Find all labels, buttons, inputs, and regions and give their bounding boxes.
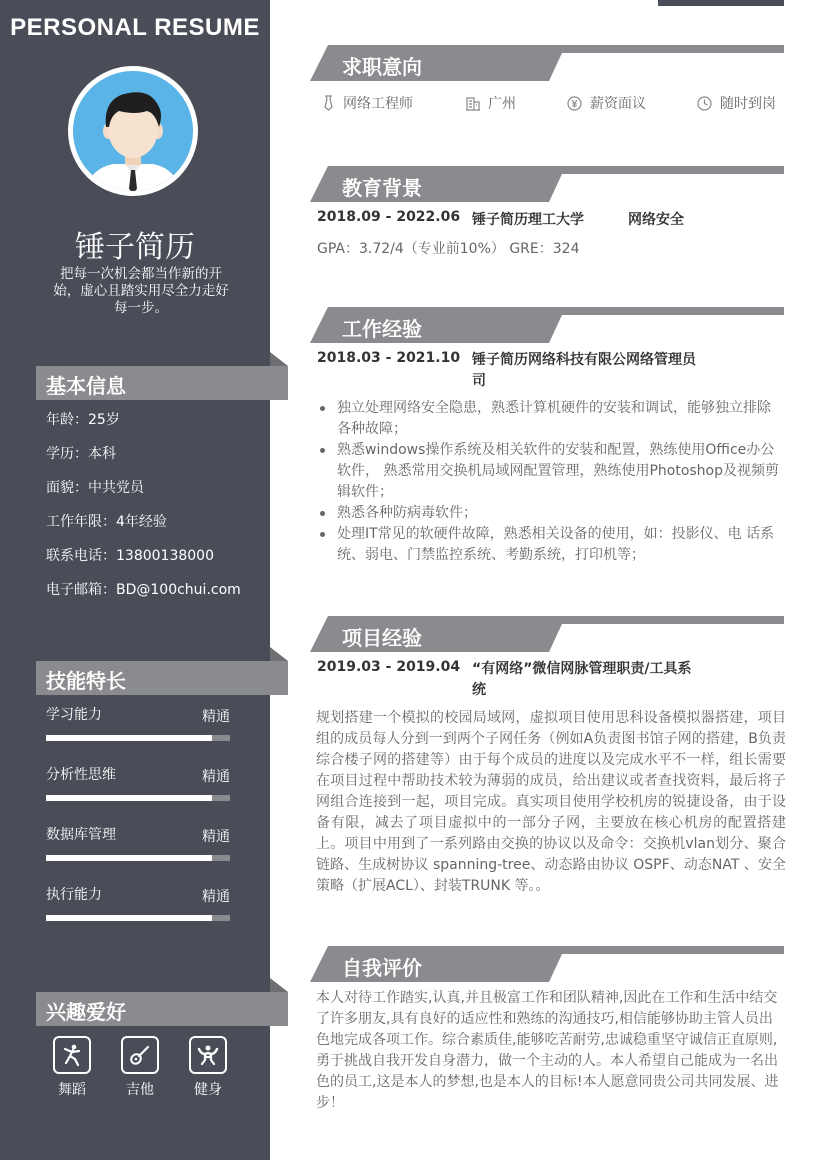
info-education: 学历：本科 <box>46 446 116 462</box>
skill-name: 分析性思维 <box>46 767 116 783</box>
work-heading <box>310 307 784 343</box>
education-major: 网络安全 <box>628 212 684 228</box>
basic-info-heading <box>36 366 288 400</box>
work-duty-item: 熟悉windows操作系统及相关软件的安装和配置，熟练使用Office办公软件， 熟悉常用交换机局域网配置管理，熟练使用Photoshop及视频剪辑软件； <box>318 440 784 503</box>
info-email: 电子邮箱：BD@100chui.com <box>46 582 241 598</box>
work-duty-item: 熟悉各种防病毒软件； <box>318 503 784 524</box>
info-political-status: 面貌：中共党员 <box>46 480 144 496</box>
guitar-icon <box>121 1036 159 1074</box>
skill-bar <box>46 915 230 921</box>
building-icon <box>466 96 480 111</box>
job-salary-text: 薪资面议 <box>590 96 646 112</box>
info-phone: 联系电话：13800138000 <box>46 548 214 564</box>
project-description: 规划搭建一个模拟的校园局域网，虚拟项目使用思科设备模拟器搭建，项目组的成员每人分到一到两个子网任务（例如A负责图书馆子网的搭建，B负责综合楼子网的搭建等）由于每个成员的进度以及完成水平不一样，组长需要在项目过程中帮助技术较为薄弱的成员，给出建议或者查找资料，最后将子网组合连接到一起，项目完成。真实项目使用学校机房的锐捷设备，由于设备有限，减去了项目虚拟中的一部分子网，主要放在核心机房的配置搭建上。项目中用到了一系列路由交换的协议以及命令：交换机vlan划分、聚合链路、生成树协议 spanning-tree、动态路由协议 OSPF、动态NAT 、安全策略（扩展ACL）、封装TRUNK 等。。 <box>316 710 786 894</box>
sidebar <box>0 0 270 1160</box>
skill-level: 精通 <box>202 709 230 725</box>
avatar <box>68 66 198 196</box>
job-intention-heading-label: 求职意向 <box>342 55 422 79</box>
job-salary <box>567 93 646 113</box>
job-position <box>322 93 413 113</box>
job-location-text: 广州 <box>488 96 516 112</box>
heading-fold <box>270 647 288 661</box>
project-heading-label: 项目经验 <box>342 626 422 650</box>
education-scores: GPA：3.72/4（专业前10%） GRE：324 <box>317 241 580 257</box>
hobbies-heading-label: 兴趣爱好 <box>46 1000 126 1024</box>
skill-level: 精通 <box>202 769 230 785</box>
education-school: 锤子简历理工大学 <box>472 212 584 228</box>
hobby-label: 舞蹈 <box>58 1082 86 1098</box>
project-title: “有网络”微信网脉管理职责/工具系统 <box>472 661 692 698</box>
yen-icon <box>567 96 582 111</box>
dance-icon <box>53 1036 91 1074</box>
skill-level: 精通 <box>202 889 230 905</box>
work-duty-item: 独立处理网络安全隐患，熟悉计算机硬件的安装和调试，能够独立排除各种故障； <box>318 398 784 440</box>
education-period: 2018.09 - 2022.06 <box>317 209 461 225</box>
job-availability <box>697 93 776 113</box>
job-intention-heading <box>310 45 784 81</box>
self-eval-heading <box>310 946 784 982</box>
skill-bar-fill <box>46 855 212 861</box>
info-work-years: 工作年限：4年经验 <box>46 514 167 530</box>
hobby-item <box>47 1036 97 1099</box>
education-heading <box>310 166 784 202</box>
heading-fold <box>270 352 288 366</box>
skill-bar-fill <box>46 915 212 921</box>
work-duty-item: 处理IT常见的软硬件故障，熟悉相关设备的使用，如：投影仪、电 话系统、弱电、门禁监控系统、考勤系统，打印机等； <box>318 524 784 566</box>
work-period: 2018.03 - 2021.10 <box>317 350 461 366</box>
work-duties-list <box>318 398 784 566</box>
resume-title: PERSONAL RESUME <box>10 14 260 41</box>
motto: 把每一次机会都当作新的开始，虚心且踏实用尽全力走好每一步。 <box>53 266 229 316</box>
project-heading <box>310 616 784 652</box>
hobby-item <box>183 1036 233 1099</box>
skill-bar <box>46 735 230 741</box>
skill-bar <box>46 795 230 801</box>
skill-bar <box>46 855 230 861</box>
fitness-icon <box>189 1036 227 1074</box>
top-decor-bar <box>658 0 784 6</box>
project-period: 2019.03 - 2019.04 <box>317 659 461 675</box>
skill-bar-fill <box>46 795 212 801</box>
job-availability-text: 随时到岗 <box>720 96 776 112</box>
hobby-label: 健身 <box>194 1082 222 1098</box>
self-eval-text: 本人对待工作踏实,认真,并且极富工作和团队精神,因此在工作和生活中结交了许多朋友,具有良好的适应性和熟练的沟通技巧,相信能够协助主管人员出色地完成各项工作。综合素质佳,能够吃苦耐劳,忠诚稳重坚守诚信正直原则,勇于挑战自我开发自身潜力，做一个主动的人。本人希望自己能成为一名出色的员工,这是本人的梦想,也是本人的目标!本人愿意同贵公司共同发展、进步！ <box>316 990 779 1111</box>
skill-bar-fill <box>46 735 212 741</box>
skill-name: 执行能力 <box>46 887 102 903</box>
tie-icon <box>322 95 335 111</box>
skill-level: 精通 <box>202 829 230 845</box>
self-eval-heading-label: 自我评价 <box>342 956 422 980</box>
hobbies-heading <box>36 992 288 1026</box>
work-heading-label: 工作经验 <box>342 317 422 341</box>
hobby-item <box>115 1036 165 1099</box>
avatar-illustration <box>73 71 193 191</box>
job-location <box>466 93 516 113</box>
skills-heading-label: 技能特长 <box>46 669 126 693</box>
job-position-text: 网络工程师 <box>343 96 413 112</box>
heading-fold <box>270 978 288 992</box>
hobby-label: 吉他 <box>126 1082 154 1098</box>
skill-name: 学习能力 <box>46 707 102 723</box>
skills-heading <box>36 661 288 695</box>
info-age: 年龄：25岁 <box>46 412 120 428</box>
education-heading-label: 教育背景 <box>342 176 422 200</box>
basic-info-heading-label: 基本信息 <box>46 374 126 398</box>
skill-name: 数据库管理 <box>46 827 116 843</box>
work-company: 锤子简历网络科技有限公网络管理员司 <box>472 352 696 389</box>
clock-icon <box>697 96 712 111</box>
person-name: 锤子简历 <box>75 230 195 265</box>
